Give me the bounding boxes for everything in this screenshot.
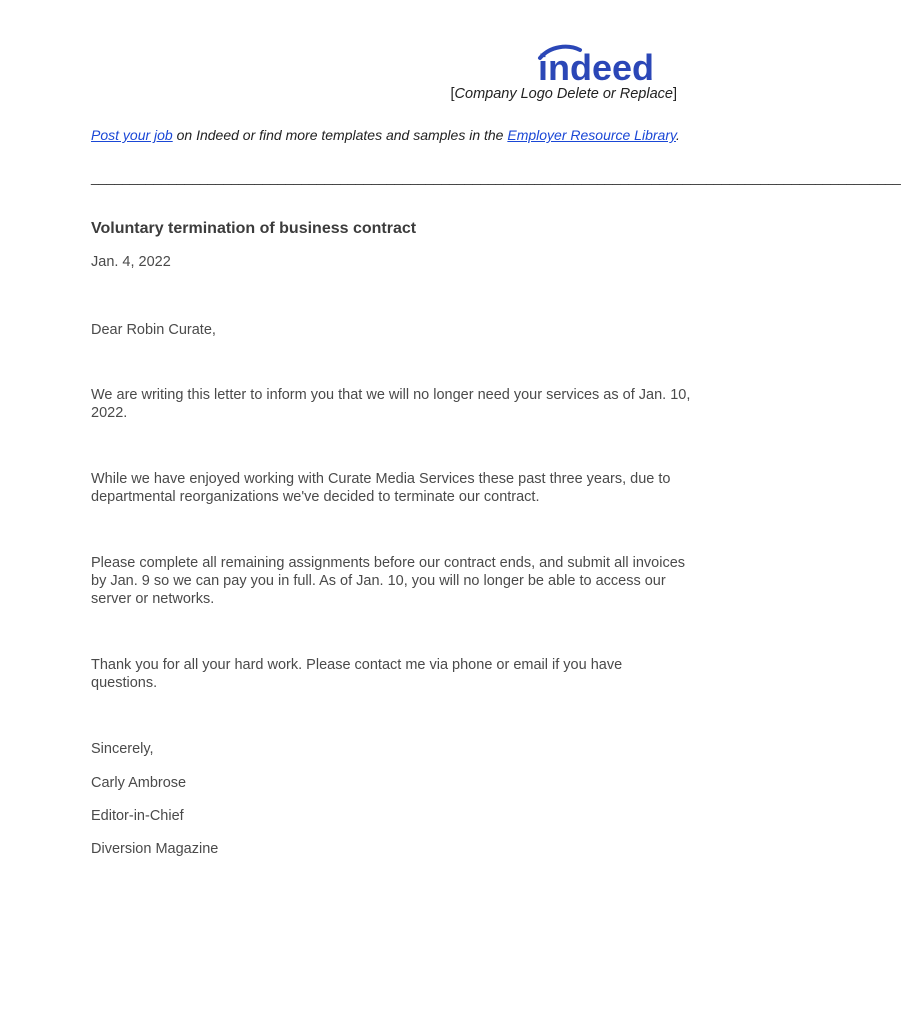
employer-resource-library-link[interactable]: Employer Resource Library bbox=[507, 127, 676, 143]
logo-caption-text: Company Logo Delete or Replace bbox=[454, 86, 673, 102]
indeed-logo bbox=[536, 44, 676, 88]
logo-caption-open: [ bbox=[450, 86, 455, 102]
letter-paragraph: We are writing this letter to inform you that we will no longer need your services as of Jan. 10, 2022. bbox=[91, 387, 691, 421]
letter-salutation: Dear Robin Curate, bbox=[91, 322, 216, 338]
post-job-link[interactable]: Post your job bbox=[91, 127, 173, 143]
letter-paragraph: Thank you for all your hard work. Please contact me via phone or email if you have questions. bbox=[91, 657, 623, 691]
signer-title: Editor-in-Chief bbox=[91, 808, 184, 824]
signer-organization: Diversion Magazine bbox=[91, 841, 219, 857]
letter-closing: Sincerely, bbox=[91, 741, 154, 757]
intro-middle-text: on Indeed or find more templates and samples in the bbox=[172, 127, 508, 143]
logo-wordmark: indeed bbox=[538, 47, 655, 88]
letter-title: Voluntary termination of business contract bbox=[91, 220, 417, 237]
logo-caption bbox=[451, 86, 678, 102]
indeed-logo-icon bbox=[536, 44, 676, 88]
signer-name: Carly Ambrose bbox=[91, 775, 187, 791]
separator-line: ________________________________________________________________________________________________________ bbox=[91, 169, 901, 185]
intro-end-text: . bbox=[675, 127, 680, 143]
letter-date: Jan. 4, 2022 bbox=[91, 254, 171, 270]
logo-caption-close: ] bbox=[672, 86, 677, 102]
letter-paragraph: Please complete all remaining assignments before our contract ends, and submit all invoices by Jan. 9 so we can pay you in full. As of Jan. 10, you will no longer be able to access our server or networks. bbox=[91, 555, 686, 607]
letter-body bbox=[91, 219, 691, 873]
letter-paragraph: While we have enjoyed working with Curate Media Services these past three years, due to departmental reorganizations we've decided to terminate our contract. bbox=[91, 471, 671, 505]
intro-line bbox=[91, 127, 680, 143]
